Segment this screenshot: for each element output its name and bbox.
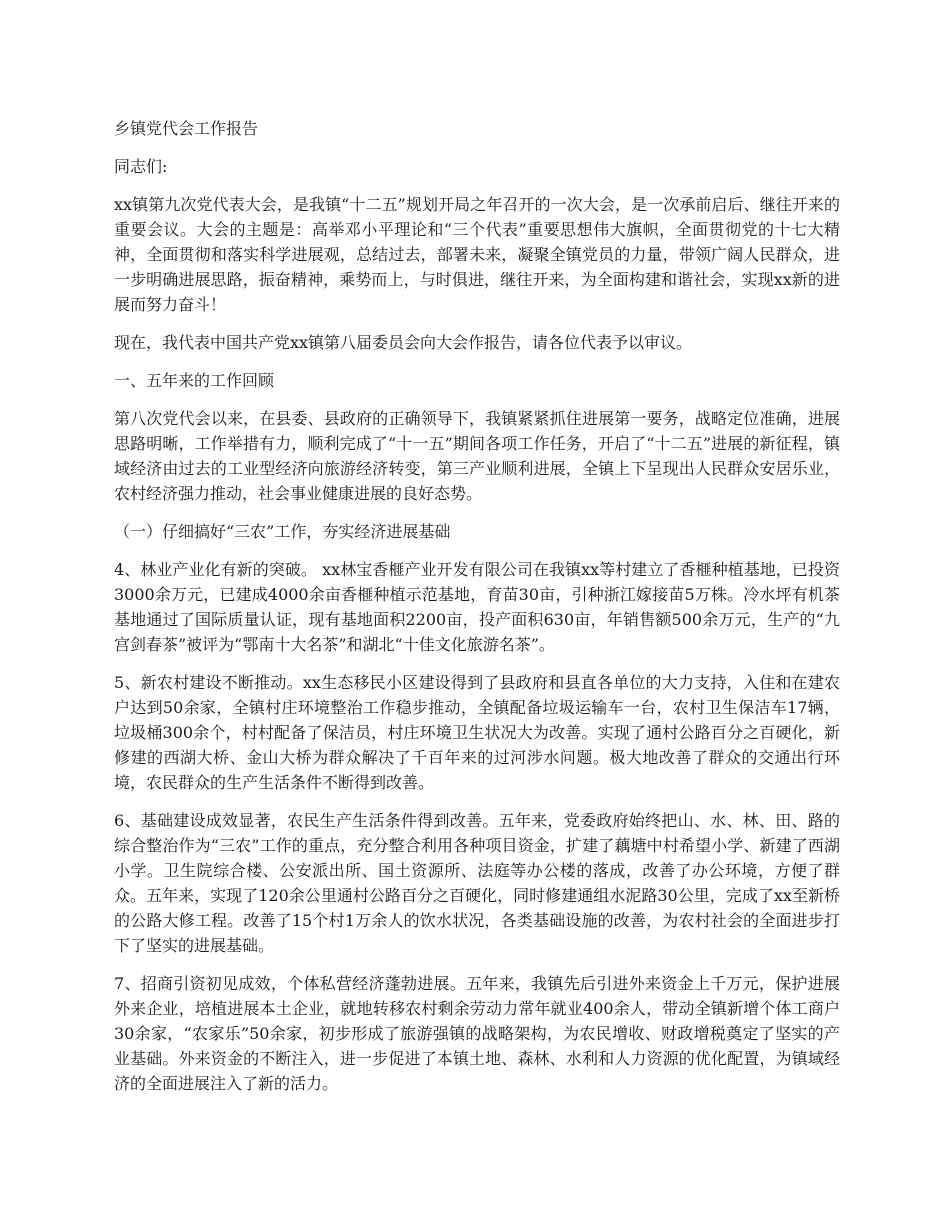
section-heading-review: 一、五年来的工作回顾 — [114, 371, 275, 390]
paragraph-opening: xx镇第九次党代表大会，是我镇“十二五”规划开局之年召开的一次大会，是一次承前启后、继往开来的重要会议。大会的主题是：高举邓小平理论和“三个代表”重要思想伟大旗帜，全面贯彻党的十七大精神，全面贯彻和落实科学进展观，总结过去，部署未来，凝聚全镇党员的力量，带领广阔人民群众，进一步明确进展思路，振奋精神，乘势而上，与时俱进，继往开来，为全面构建和谐社会，实现xx新的进展而努力奋斗！ — [114, 195, 840, 314]
paragraph-item-5-new-village: 5、新农村建设不断推动。xx生态移民小区建设得到了县政府和县直各单位的大力支持，入住和在建农户达到50余家，全镇村庄环境整治工作稳步推动，全镇配备垃圾运输车一台，农村卫生保洁车17辆，垃圾桶300余个，村村配备了保洁员，村庄环境卫生状况大为改善。实现了通村公路百分之百硬化，新修建的西湖大桥、金山大桥为群众解决了千百年来的过河涉水问题。极大地改善了群众的交通出行环境，农民群众的生产生活条件不断得到改善。 — [114, 673, 840, 792]
paragraph-review-summary: 第八次党代会以来，在县委、县政府的正确领导下，我镇紧紧抓住进展第一要务，战略定位准确，进展思路明晰，工作举措有力，顺利完成了“十一五”期间各项工作任务，开启了“十二五”进展的新征程，镇域经济由过去的工业型经济向旅游经济转变，第三产业顺利进展，全镇上下呈现出人民群众安居乐业，农村经济强力推动，社会事业健康进展的良好态势。 — [114, 409, 840, 503]
paragraph-item-6-infrastructure: 6、基础建设成效显著，农民生产生活条件得到改善。五年来，党委政府始终把山、水、林、田、路的综合整治作为“三农”工作的重点，充分整合利用各种项目资金，扩建了藕塘中村希望小学、新建了西湖小学。卫生院综合楼、公安派出所、国土资源所、法庭等办公楼的落成，改善了办公环境，方便了群众。五年来，实现了120余公里通村公路百分之百硬化，同时修建通组水泥路30公里，完成了xx至新桥的公路大修工程。改善了15个村1万余人的饮水状况，各类基础设施的改善，为农村社会的全面进步打下了坚实的进展基础。 — [114, 811, 840, 955]
paragraph-report-intro: 现在，我代表中国共产党xx镇第八届委员会向大会作报告，请各位代表予以审议。 — [114, 333, 693, 352]
paragraph-item-7-investment: 7、招商引资初见成效，个体私营经济蓬勃进展。五年来，我镇先后引进外来资金上千万元，保护进展外来企业，培植进展本土企业，就地转移农村剩余劳动力常年就业400余人，带动全镇新增个体工商户30余家，“农家乐”50余家，初步形成了旅游强镇的战略架构，为农民增收、财政增税奠定了坚实的产业基础。外来资金的不断注入，进一步促进了本镇土地、森林、水利和人力资源的优化配置，为镇域经济的全面进展注入了新的活力。 — [114, 974, 840, 1093]
document-page — [114, 116, 840, 1109]
subsection-heading-sannong: （一）仔细搞好“三农”工作，夯实经济进展基础 — [114, 522, 451, 541]
document-title: 乡镇党代会工作报告 — [114, 119, 259, 138]
paragraph-item-4-forestry: 4、林业产业化有新的突破。 xx林宝香榧产业开发有限公司在我镇xx等村建立了香榧种植基地，已投资3000余万元，已建成4000余亩香榧种植示范基地，育苗30亩，引种浙江嫁接苗5万株。冷水坪有机茶基地通过了国际质量认证，现有基地面积2200亩，投产面积630亩，年销售额500余万元，生产的“九宫剑春茶”被评为“鄂南十大名茶”和湖北“十佳文化旅游名茶”。 — [114, 560, 840, 654]
salutation: 同志们: — [114, 157, 168, 176]
